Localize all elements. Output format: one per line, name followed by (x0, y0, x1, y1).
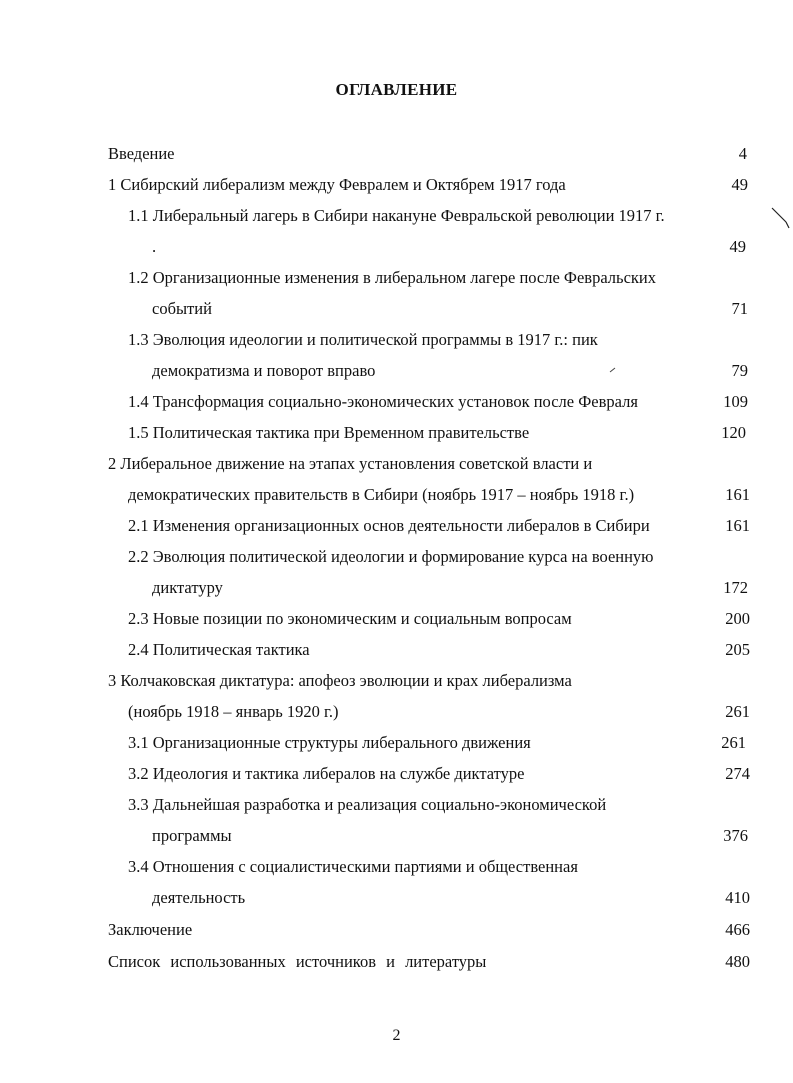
toc-entry-section-3-1: 3.1 Организационные структуры либерального движения (128, 733, 531, 752)
toc-entry-section-3-3: 3.3 Дальнейшая разработка и реализация социально-экономической (128, 795, 607, 814)
toc-page-section-3-3: 376 (723, 826, 748, 845)
toc-page-section-2-1: 161 (725, 516, 750, 535)
scan-speck (609, 366, 617, 374)
toc-page-section-1-3: 79 (731, 361, 748, 380)
toc-entry-section-1-3: 1.3 Эволюция идеологии и политической программы в 1917 г.: пик (128, 330, 598, 349)
toc-entry-chapter-3-cont: (ноябрь 1918 – январь 1920 г.) (128, 702, 339, 721)
toc-entry-introduction: Введение (108, 144, 175, 163)
toc-page-section-2-4: 205 (725, 640, 750, 659)
scan-mark (770, 204, 792, 230)
toc-page-section-1-2: 71 (731, 299, 748, 318)
toc-entry-section-2-2: 2.2 Эволюция политической идеологии и формирование курса на военную (128, 547, 654, 566)
page-title: ОГЛАВЛЕНИЕ (335, 80, 458, 99)
page-number: 2 (392, 1027, 401, 1044)
toc-entry-section-1-2: 1.2 Организационные изменения в либеральном лагере после Февральских (128, 268, 656, 287)
toc-page-section-1-4: 109 (723, 392, 748, 411)
toc-entry-chapter-2: 2 Либеральное движение на этапах установления советской власти и (108, 454, 593, 473)
toc-entry-section-1-1: 1.1 Либеральный лагерь в Сибири накануне Февральской революции 1917 г. (128, 206, 665, 225)
toc-page-chapter-3: 261 (725, 702, 750, 721)
toc-entry-section-1-3-cont: демократизма и поворот вправо (152, 361, 376, 380)
toc-entry-section-2-2-cont: диктатуру (152, 578, 223, 597)
toc-entry-section-3-4-cont: деятельность (152, 888, 246, 907)
toc-entry-section-3-2: 3.2 Идеология и тактика либералов на службе диктатуре (128, 764, 525, 783)
toc-entry-section-3-3-cont: программы (152, 826, 232, 845)
toc-page-section-3-4: 410 (725, 888, 750, 907)
toc-page-chapter-2: 161 (725, 485, 750, 504)
toc-page-bibliography: 480 (725, 952, 750, 971)
toc-entry-chapter-1: 1 Сибирский либерализм между Февралем и Октябрем 1917 года (108, 175, 566, 194)
toc-entry-section-2-3: 2.3 Новые позиции по экономическим и социальным вопросам (128, 609, 572, 628)
toc-page-section-3-1: 261 (721, 733, 746, 752)
toc-page-section-3-2: 274 (725, 764, 750, 783)
toc-page-section-2-3: 200 (725, 609, 750, 628)
toc-page-section-1-5: 120 (721, 423, 746, 442)
toc-entry-bibliography: Список использованных источников и литературы (108, 952, 487, 971)
toc-entry-section-2-4: 2.4 Политическая тактика (128, 640, 310, 659)
toc-entry-chapter-2-cont: демократических правительств в Сибири (ноябрь 1917 – ноябрь 1918 г.) (128, 485, 635, 504)
toc-entry-section-1-5: 1.5 Политическая тактика при Временном правительстве (128, 423, 530, 442)
toc-page-introduction: 4 (738, 144, 747, 163)
toc-entry-section-2-1: 2.1 Изменения организационных основ деятельности либералов в Сибири (128, 516, 650, 535)
toc-entry-section-1-1-cont: . (152, 237, 157, 256)
toc-entry-chapter-3: 3 Колчаковская диктатура: апофеоз эволюции и крах либерализма (108, 671, 572, 690)
toc-entry-section-1-4: 1.4 Трансформация социально-экономических установок после Февраля (128, 392, 638, 411)
toc-entry-conclusion: Заключение (108, 920, 193, 939)
toc-entry-section-1-2-cont: событий (152, 299, 212, 318)
toc-page-section-2-2: 172 (723, 578, 748, 597)
toc-entry-section-3-4: 3.4 Отношения с социалистическими партиями и общественная (128, 857, 578, 876)
toc-page-conclusion: 466 (725, 920, 750, 939)
toc-page-section-1-1: 49 (729, 237, 746, 256)
toc-page-chapter-1: 49 (731, 175, 748, 194)
